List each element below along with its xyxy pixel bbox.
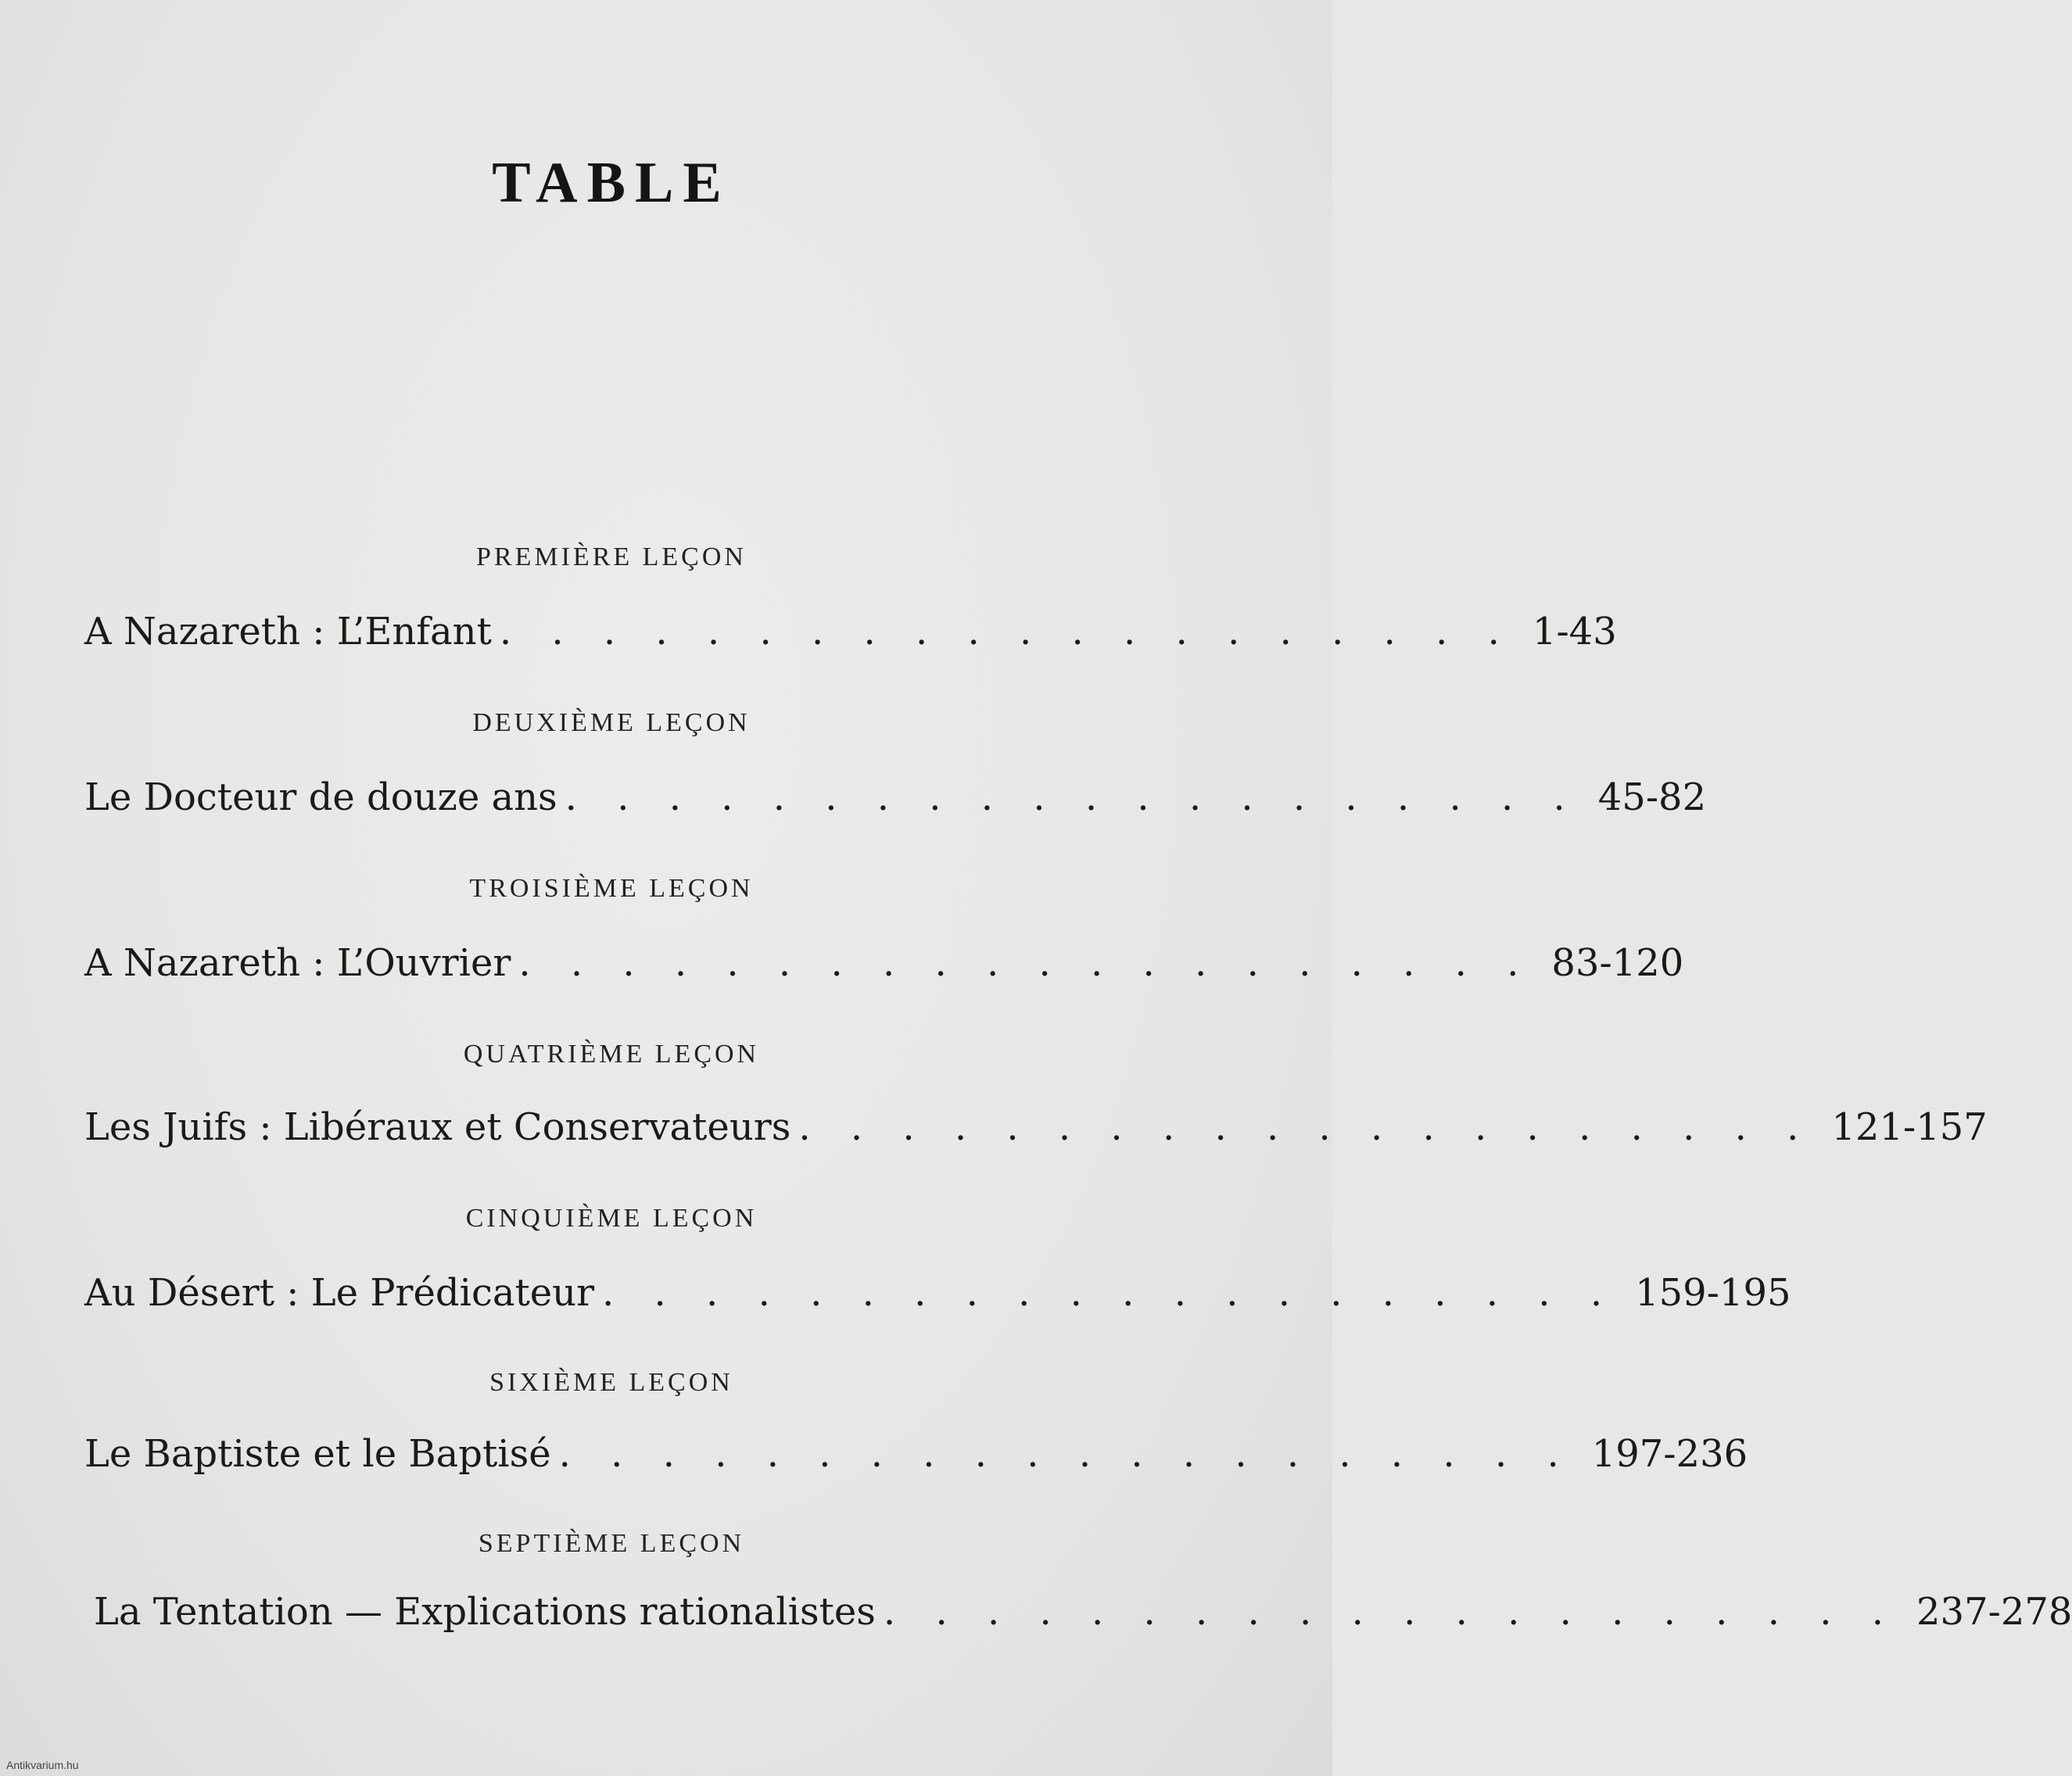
dot-leader: . . . . . . . . . . . . . . . . . . . . [558, 1432, 1573, 1476]
toc-entry [84, 1271, 1791, 1319]
dot-leader: . . . . . . . . . . . . . . . . . . . . [499, 610, 1514, 653]
page-range: 45-82 [1597, 775, 1707, 819]
page-range: 121-157 [1831, 1105, 1988, 1149]
entry-title: A Nazareth : L’Ouvrier [84, 941, 511, 985]
lesson-heading: DEUXIÈME LEÇON [472, 708, 751, 737]
toc-entry [84, 610, 1617, 658]
page-title: TABLE [492, 151, 731, 215]
watermark: Antikvarium.hu [6, 1759, 79, 1771]
toc-entry [84, 775, 1707, 824]
dot-leader: . . . . . . . . . . . . . . . . . . . . [798, 1105, 1813, 1149]
dot-leader: . . . . . . . . . . . . . . . . . . . . [602, 1271, 1617, 1315]
page-range: 237-278 [1916, 1590, 2072, 1634]
toc-entry [84, 941, 1684, 990]
dot-leader: . . . . . . . . . . . . . . . . . . . . [518, 941, 1533, 985]
entry-title: Au Désert : Le Prédicateur [84, 1271, 595, 1315]
page-range: 1-43 [1532, 610, 1617, 653]
lesson-heading: TROISIÈME LEÇON [469, 874, 754, 903]
toc-entry [84, 1105, 1988, 1154]
entry-title: Le Baptiste et le Baptisé [84, 1432, 551, 1476]
lesson-heading: PREMIÈRE LEÇON [476, 542, 747, 571]
lesson-heading: CINQUIÈME LEÇON [465, 1204, 758, 1233]
page-range: 159-195 [1635, 1271, 1791, 1315]
entry-title: A Nazareth : L’Enfant [84, 610, 492, 653]
entry-title: La Tentation — Explications rationalistes [94, 1590, 876, 1634]
toc-entry [84, 1432, 1748, 1481]
page-range: 197-236 [1591, 1432, 1748, 1476]
toc-entry [94, 1590, 2072, 1638]
entry-title: Le Docteur de douze ans [84, 775, 557, 819]
dot-leader: . . . . . . . . . . . . . . . . . . . . [565, 775, 1579, 819]
lesson-heading: SEPTIÈME LEÇON [478, 1529, 745, 1558]
entry-title: Les Juifs : Libéraux et Conservateurs [84, 1105, 791, 1149]
lesson-heading: SIXIÈME LEÇON [489, 1368, 733, 1397]
page-range: 83-120 [1551, 941, 1684, 985]
lesson-heading: QUATRIÈME LEÇON [463, 1040, 760, 1069]
dot-leader: . . . . . . . . . . . . . . . . . . . . [883, 1590, 1898, 1634]
